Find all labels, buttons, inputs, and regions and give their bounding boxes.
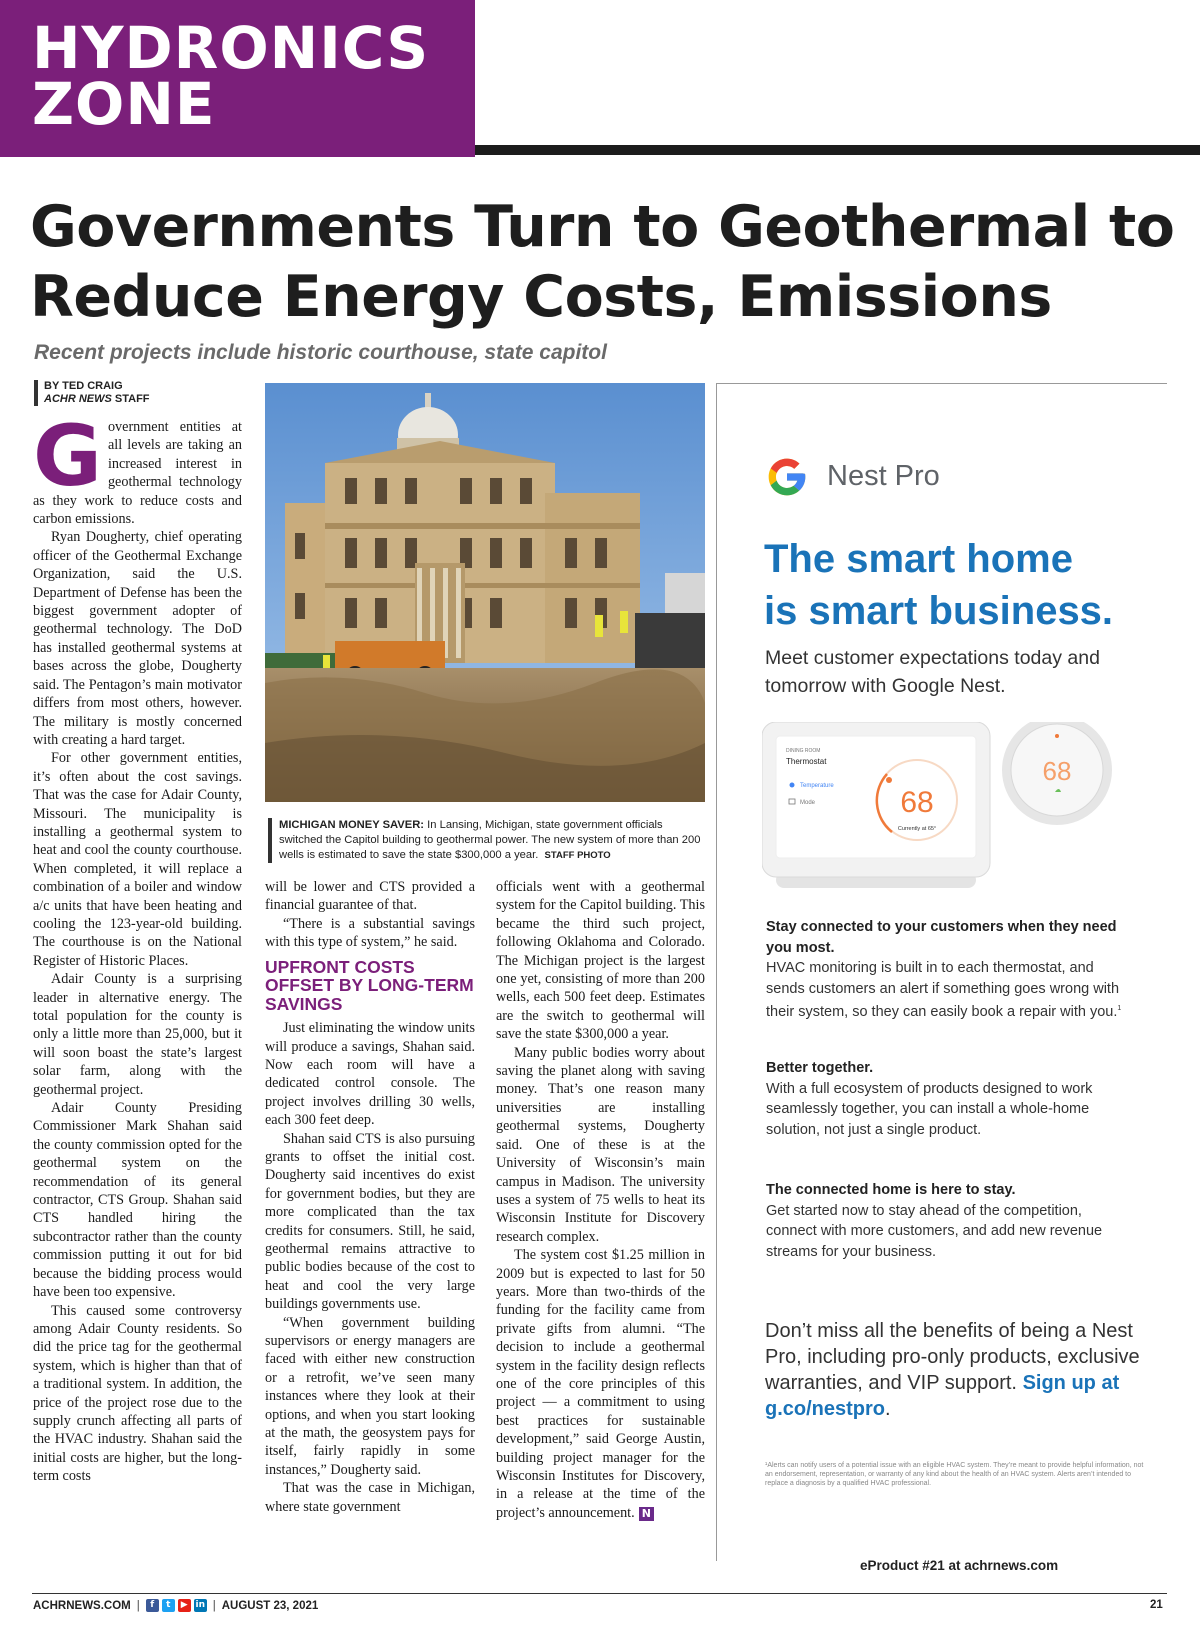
eproduct-reference[interactable]: eProduct #21 at achrnews.com	[860, 1558, 1059, 1573]
section-title-line1: HYDRONICS	[32, 14, 430, 82]
section-banner	[0, 0, 475, 157]
twitter-icon[interactable]: t	[162, 1599, 175, 1612]
nest-devices-illustration	[762, 722, 1142, 902]
ad-feature-title: Better together.	[766, 1060, 874, 1076]
ad-brand: Nest Pro	[827, 460, 940, 492]
article-paragraph: will be lower and CTS provided a financial guarantee of that.	[265, 879, 475, 914]
youtube-icon[interactable]: ▶	[178, 1599, 191, 1612]
photo-credit: STAFF PHOTO	[544, 850, 611, 861]
headline: Governments Turn to Geothermal to Reduce Energy Costs, Emissions	[30, 194, 1175, 330]
device-current-temp: Currently at 65°	[897, 826, 937, 832]
social-icons	[146, 1599, 207, 1612]
caption-lead: MICHIGAN MONEY SAVER:	[279, 819, 425, 831]
google-g-logo-icon	[765, 455, 809, 504]
paragraph-text: overnment entities at all levels are taking an increased interest in geothermal technology as they work to reduce costs and carbon emissions.	[33, 419, 242, 528]
article-paragraph: Just eliminating the window units will produce a savings, Shahan said. Now each room will have a dedicated control console. The project involves drilling 30 wells, each 300 feet deep.	[265, 1020, 475, 1129]
ad-feature-title: The connected home is here to stay.	[766, 1182, 1016, 1198]
device-room-label: DINING ROOM	[786, 748, 821, 754]
ad-feature-stay-connected	[766, 917, 1126, 1022]
article-paragraph: officials went with a geothermal system for the Capitol building. This became the third such project, following Oklahoma and Colorado. The Michigan project is the largest one yet, consisting of more than 200 wells, each 500 feet deep. Estimates are the switch to geothermal will save the state $300,000 a year.	[496, 879, 705, 1043]
temperature-icon	[790, 783, 795, 788]
paragraph-text: The system cost $1.25 million in 2009 but is expected to last for 50 years. More than two-thirds of the funding for the facility came from private gifts from alumni. “The decision to include a geothermal system in the facility design reflects one of the core principles of this project — a commitment to using best practices for sustainable development,” said George Austin, building project manager for the Wisconsin Institutes for Discovery, in a release at the time of the project’s announcement.	[496, 1247, 705, 1521]
device-temperature: 68	[900, 786, 934, 819]
device-title: Thermostat	[786, 757, 827, 766]
ad-subheadline: Meet customer expectations today and tomorrow with Google Nest.	[765, 647, 1100, 697]
capitol-photo-illustration	[265, 383, 705, 802]
device-row-temperature: Temperature	[800, 783, 834, 789]
ad-cta-period: .	[885, 1398, 891, 1420]
footer-separator: |	[212, 1599, 216, 1612]
article-column-2	[265, 878, 475, 1563]
article-paragraph: “There is a substantial savings with this type of system,” he said.	[265, 915, 475, 951]
signup-link[interactable]: Sign up at g.co/nestpro	[765, 1372, 1120, 1420]
page-number: 21	[1150, 1599, 1163, 1611]
capitol-photo	[265, 383, 705, 802]
linkedin-icon[interactable]: in	[195, 1600, 205, 1610]
article-paragraph	[33, 418, 242, 528]
article-paragraph: For other government entities, it’s often about the cost savings. That was the case for Adair County, Missouri. The municipality is installing a geothermal system to heat and cool the county courthouse. When completed, it will replace a combination of a boiler and window a/c units that have been heating and cooling the 123-year-old building. The courthouse is on the National Register of Historic Places.	[33, 750, 242, 969]
dial-knob	[886, 777, 892, 783]
drop-cap: G	[33, 418, 102, 505]
ad-feature-body: With a full ecosystem of products designed to work seamlessly together, you can install a whole-home solution, not just a single product.	[766, 1080, 1093, 1138]
article-paragraph	[496, 1246, 705, 1522]
article-paragraph: Ryan Dougherty, chief operating officer of the Geothermal Exchange Organization, said the U.S. Department of Defense has been the biggest government adopter of geothermal technology. The DoD has installed geothermal systems at bases across the globe, Dougherty said. The Pentagon’s main motivator differs from most others, however. The military is mostly concerned with creating a hard target.	[33, 529, 242, 748]
ad-headline	[764, 533, 1164, 637]
ad-feature-body: Get started now to stay ahead of the competition, connect with more customers, and add new revenue streams for your business.	[766, 1202, 1103, 1260]
byline-staff-label: STAFF	[111, 393, 150, 405]
ad-feature-title: Stay connected to your customers when they need you most.	[766, 919, 1117, 956]
ad-feature-better-together	[766, 1058, 1126, 1140]
ad-call-to-action	[765, 1318, 1165, 1422]
caption-text: In Lansing, Michigan, state government officials switched the Capitol building to geothermal power. The new system of more than 200 wells is estimated to save the state $300,000 a year.	[279, 819, 701, 861]
article-paragraph: This caused some controversy among Adair County residents. So did the price tag for the geothermal system, which is higher than that of a traditional system. In addition, the price of the project rose due to the supply crunch affecting all parts of the HVAC industry. Shahan said the initial costs are higher, but the long-term costs	[33, 1302, 242, 1485]
ad-fine-print: ¹Alerts can notify users of a potential issue with an eligible HVAC system. They’re meant to provide helpful information, not an endorsement, representation, or warranty of any kind about the health of an HVAC system. Alerts aren’t intended to replace a diagnosis by a qualified HVAC professional.	[765, 1462, 1144, 1487]
article-paragraph: Adair County Presiding Commissioner Mark Shahan said the county commission opted for the geothermal system on the recommendation of its general contractor, CTS Group. Shahan said CTS handled hiring the subcontractor rather than the county commission putting it out for bid because the bidding process would have been too expensive.	[33, 1100, 242, 1301]
article-paragraph: Shahan said CTS is also pursuing grants to offset the initial cost. Dougherty said incentives do exist for government bodies, but they are more complicated than the tax credits for consumers. Still, he said, geothermal remains attractive to public bodies because of the cost to heat and cool the very large buildings governments use.	[265, 1130, 475, 1313]
article-paragraph: That was the case in Michigan, where state government	[265, 1480, 475, 1515]
byline	[34, 380, 150, 406]
photo-caption	[268, 818, 705, 863]
byline-author: BY TED CRAIG	[44, 380, 123, 392]
facebook-icon[interactable]: f	[146, 1599, 159, 1612]
ad-feature-body	[766, 958, 1126, 1022]
article-paragraph: Many public bodies worry about saving the planet along with saving money. That’s one reason many universities are installing geothermal systems, Dougherty said. One of these is at the University of Wisconsin’s main campus in Madison. The university uses a system of 75 wells to heat its Wisconsin Institute for Discovery research complex.	[496, 1044, 705, 1245]
article-subhead: UPFRONT COSTS OFFSET BY LONG-TERM SAVINGS	[265, 956, 474, 1014]
article-paragraph: “When government building supervisors or energy managers are faced with either new construction or a retrofit, we’ve seen many instances where they look at their options, and when you start looking at the math, the geosystem pays for itself, fairly rapidly in some instances,” Dougherty said.	[265, 1314, 475, 1478]
deck: Recent projects include historic courthouse, state capitol	[34, 341, 607, 364]
end-mark-icon: N	[639, 1507, 654, 1521]
article-paragraph: Adair County is a surprising leader in alternative energy. The total population for the county is only a little more than 25,000, but it will soon boast the state’s largest solar farm, along with the geothermal project.	[33, 971, 242, 1098]
byline-outlet: ACHR NEWS	[44, 393, 112, 405]
footnote-marker: 1	[1117, 1005, 1122, 1012]
footer-separator: |	[136, 1599, 140, 1612]
ad-cta-text: Don’t miss all the benefits of being a Nest Pro, including pro-only products, exclusive warranties, and VIP support.	[765, 1320, 1140, 1394]
ad-headline-line1: The smart home	[764, 537, 1073, 581]
footer-rule	[32, 1593, 1167, 1594]
article-column-1	[33, 418, 242, 1563]
footer	[33, 1599, 318, 1612]
thermostat-temperature: 68	[1042, 756, 1072, 786]
byline-staff	[44, 393, 150, 406]
footer-site[interactable]: ACHRNEWS.COM	[33, 1599, 131, 1612]
ad-feature-connected-home	[766, 1180, 1126, 1262]
footer-date: AUGUST 23, 2021	[221, 1599, 319, 1612]
ad-feature-text: HVAC monitoring is built in to each thermostat, and sends customers an alert if something goes wrong with their system, so they can easily book a repair with you.	[766, 960, 1120, 1020]
ad-headline-line2: is smart business.	[764, 589, 1114, 633]
top-rule	[475, 145, 1200, 155]
device-row-mode: Mode	[800, 800, 816, 806]
section-title-line2: ZONE	[32, 70, 216, 138]
section-title	[32, 14, 430, 138]
thermostat-indicator	[1055, 734, 1059, 738]
article-column-3	[496, 878, 705, 1563]
